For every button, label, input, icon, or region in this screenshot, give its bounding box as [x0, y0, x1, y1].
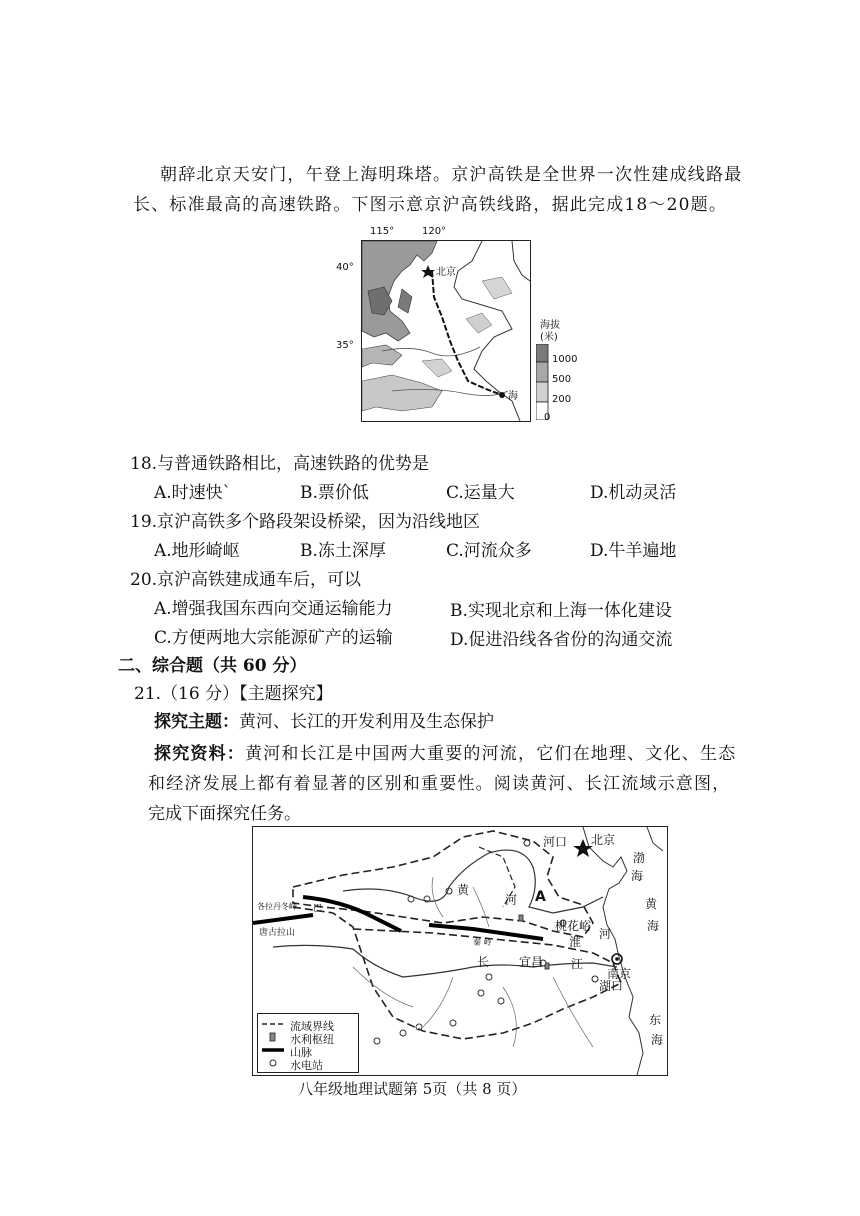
legend-value-500: 500: [552, 374, 572, 385]
q18-option-c: C.运量大: [446, 483, 515, 503]
elevation-legend: [536, 316, 580, 426]
label-beijing: 北京: [591, 833, 616, 847]
label-jiang: 江: [571, 957, 584, 971]
question-18-stem: 18.与普通铁路相比，高速铁路的优势是: [130, 454, 430, 474]
q18-option-a: A.时速快`: [154, 483, 232, 503]
q19-option-d: D.牛羊遍地: [590, 541, 677, 561]
label-point-a: A: [535, 889, 546, 905]
label-huanghai-1: 黄: [645, 897, 658, 911]
q19-option-a: A.地形崎岖: [154, 541, 240, 561]
legend-value-0: 0: [544, 412, 551, 423]
label-tanggula: 唐古拉山: [259, 928, 296, 938]
rail-map-figure: [330, 226, 580, 426]
label-qinling: 秦 岭: [473, 938, 492, 947]
question-21-header: 21.（16 分）【主题探究】: [134, 684, 333, 704]
legend-value-1000: 1000: [552, 354, 578, 365]
legend-hydro-hub: 水利枢纽: [290, 1033, 334, 1046]
q18-option-d: D.机动灵活: [590, 483, 677, 503]
legend-mountain: 山脉: [290, 1046, 312, 1059]
lon-label-115: 115°: [370, 226, 395, 237]
shanghai-label: 海: [508, 391, 518, 402]
label-donghai-1: 东: [649, 1013, 662, 1027]
explore-material-line-2: 和经济发展上都有着显著的区别和重要性。阅读黄河、长江流域示意图，: [148, 774, 731, 794]
label-hai-bohai: 海: [631, 869, 644, 883]
river-basin-map: [252, 826, 668, 1076]
q19-option-c: C.河流众多: [446, 541, 532, 561]
rail-map: [361, 240, 531, 422]
legend-symbols: [258, 1014, 288, 1072]
legend-color-bar: [536, 344, 550, 420]
q19-option-b: B.冻土深厚: [300, 541, 386, 561]
question-19-stem: 19.京沪高铁多个路段架设桥梁，因为沿线地区: [130, 512, 481, 532]
label-huanghai-2: 海: [647, 919, 660, 933]
label-taohuayu: 桃花峪: [555, 919, 592, 933]
river-map-legend: [257, 1013, 359, 1073]
legend-basin-boundary: 流域界线: [290, 1020, 334, 1033]
lat-label-40: 40°: [336, 262, 354, 273]
section-2-heading: 二、综合题（共 60 分）: [118, 656, 307, 676]
label-chang: 长: [477, 955, 490, 969]
q18-option-b: B.票价低: [300, 483, 369, 503]
label-hekou: 河口: [543, 835, 568, 849]
legend-hydropower-station: 水电站: [290, 1059, 323, 1072]
label-huai-he: 河: [599, 927, 612, 941]
label-hukou: 湖口: [599, 979, 624, 993]
label-yichang: 宜昌: [519, 955, 544, 969]
legend-title-line-1: 海拔: [540, 320, 560, 331]
lat-label-35: 35°: [336, 340, 354, 351]
label-huai: 淮: [569, 935, 582, 949]
label-geladandong: 各拉丹冬峰: [257, 902, 297, 911]
q20-option-c: C.方便两地大宗能源矿产的运输: [154, 628, 393, 648]
intro-line-1: 朝辞北京天安门，午登上海明珠塔。京沪高铁是全世界一次性建成线路最: [160, 165, 743, 185]
label-nanjing: 南京: [607, 967, 632, 981]
theme-text: 黄河、长江的开发利用及生态保护: [239, 712, 494, 732]
q20-option-d: D.促进沿线各省份的沟通交流: [450, 630, 673, 650]
page-footer: 八年级地理试题第 5页（共 8 页）: [298, 1080, 527, 1098]
q20-option-a: A.增强我国东西向交通运输能力: [154, 599, 393, 619]
label-bayan: 巴: [313, 904, 323, 914]
theme-label: 探究主题：: [154, 712, 239, 732]
explore-material-line-1: [154, 740, 736, 768]
explore-material-line-3: 完成下面探究任务。: [148, 804, 301, 824]
lon-label-120: 120°: [422, 226, 447, 237]
q20-option-b: B.实现北京和上海一体化建设: [450, 601, 672, 621]
legend-title-line-2: (米): [540, 332, 558, 343]
legend-value-200: 200: [552, 394, 572, 405]
material-text-1: 黄河和长江是中国两大重要的河流，它们在地理、文化、生态: [245, 744, 737, 764]
label-bo: 渤: [633, 851, 646, 865]
material-label: 探究资料：: [154, 744, 245, 764]
label-donghai-2: 海: [651, 1033, 664, 1047]
label-he-river: 河: [505, 893, 518, 907]
label-huang-river: 黄: [457, 883, 470, 897]
beijing-label: 北京: [436, 267, 456, 278]
explore-theme: [154, 708, 494, 736]
question-20-stem: 20.京沪高铁建成通车后，可以: [130, 570, 362, 590]
intro-line-2: 长、标准最高的高速铁路。下图示意京沪高铁线路，据此完成18～20题。: [133, 195, 728, 215]
